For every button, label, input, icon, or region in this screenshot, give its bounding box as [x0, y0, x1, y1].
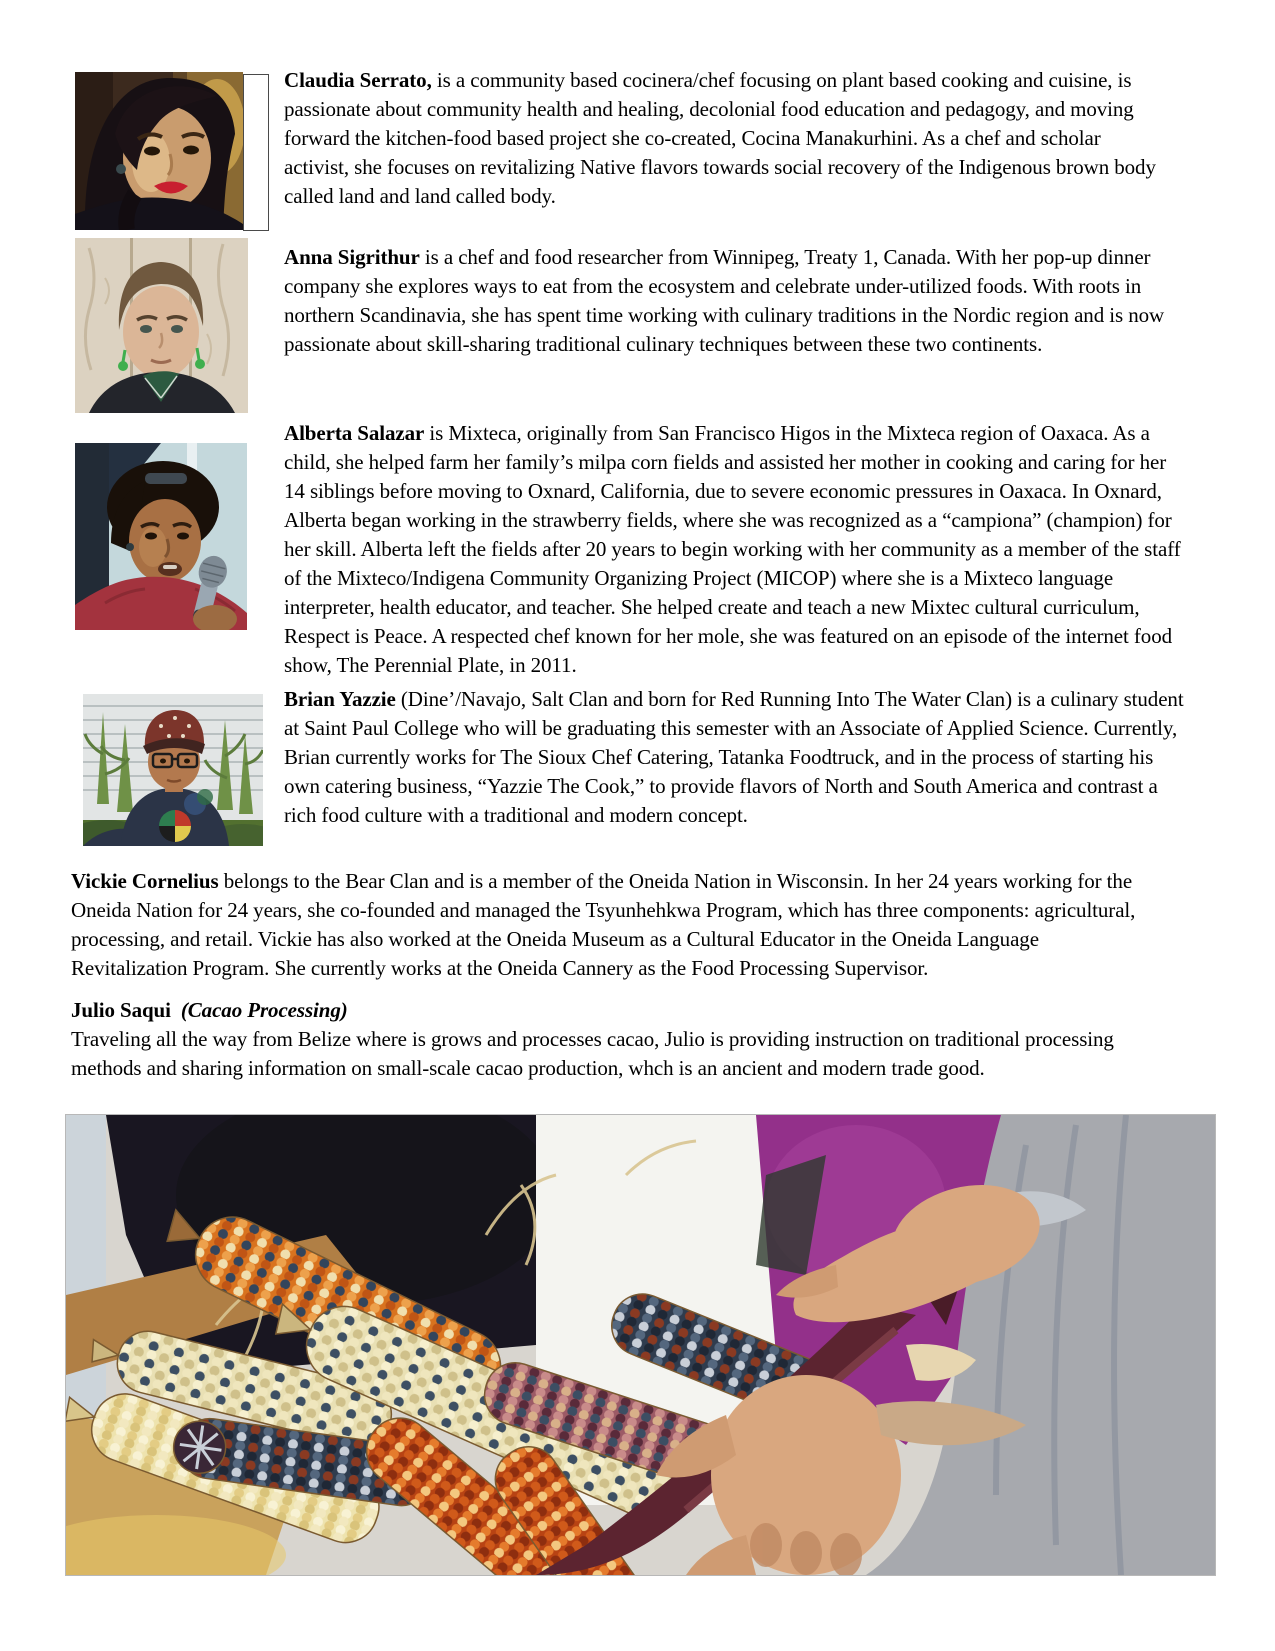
bio-julio-saqui-text [71, 1025, 1171, 1083]
bio-text: Traveling all the way from Belize where is grows and processes cacao, Julio is providing instruction on traditional processing methods and sharing information on small-scale cacao production, whch is an ancient and modern trade good. [71, 1027, 1114, 1080]
bio-name: Julio Saqui [71, 998, 171, 1022]
bio-text: belongs to the Bear Clan and is a member of the Oneida Nation in Wisconsin. In her 24 years working for the Oneida Nation for 24 years, she co-founded and managed the Tsyunhehkwa Program, which has three components: agricultural, processing, and retail. Vickie has also worked at the Oneida Museum as a Cultural Educator in the Oneida Language Revitalization Program. She currently works at the Oneida Cannery as the Food Processing Supervisor. [71, 869, 1136, 980]
bio-alberta-salazar [284, 419, 1186, 680]
bio-brian-yazzie [284, 685, 1190, 830]
bio-text: is Mixteca, originally from San Francisco Higos in the Mixteca region of Oaxaca. As a child, she helped farm her family’s milpa corn fields and assisted her mother in cooking and caring for her 14 siblings before moving to Oxnard, California, due to severe economic pressures in Oaxaca. In Oxnard, Alberta began working in the strawberry fields, where she was recognized as a “campiona” (champion) for her skill. Alberta left the fields after 20 years to begin working with her community as a member of the staff of the Mixteco/Indigena Community Organizing Project (MICOP) where she is a Mixteco language interpreter, health educator, and teacher. She helped create and teach a new Mixtec cultural curriculum, Respect is Peace. A respected chef known for her mole, she was featured on an episode of the internet food show, The Perennial Plate, in 2011. [284, 421, 1181, 677]
anna-sigrithur-photo [75, 238, 248, 413]
bio-claudia-serrato [284, 66, 1168, 211]
bio-vickie-cornelius [71, 867, 1156, 983]
alberta-salazar-photo [75, 443, 247, 630]
bio-name: Anna Sigrithur [284, 245, 420, 269]
bio-name: Claudia Serrato, [284, 68, 432, 92]
claudia-serrato-photo [75, 72, 243, 230]
bio-name: Alberta Salazar [284, 421, 425, 445]
corn-shelling-photo [66, 1115, 1215, 1575]
brian-yazzie-photo [83, 694, 263, 846]
bio-name: Brian Yazzie [284, 687, 396, 711]
bio-julio-saqui-heading [71, 996, 1171, 1025]
bio-text: is a chef and food researcher from Winnipeg, Treaty 1, Canada. With her pop-up dinner company she explores ways to eat from the ecosystem and celebrate under-utilized foods. With roots in northern Scandinavia, she has spent time working with culinary traditions in the Nordic region and is now passionate about skill-sharing traditional culinary techniques between these two continents. [284, 245, 1165, 356]
bio-text: is a community based cocinera/chef focusing on plant based cooking and cuisine, is passionate about community health and healing, decolonial food education and pedagogy, and moving forward the kitchen-food based project she co-created, Cocina Manakurhini. As a chef and scholar activist, she focuses on revitalizing Native flavors towards social recovery of the Indigenous brown body called land and land called body. [284, 68, 1156, 208]
bio-anna-sigrithur [284, 243, 1184, 359]
bio-text: (Dine’/Navajo, Salt Clan and born for Red Running Into The Water Clan) is a culinary student at Saint Paul College who will be graduating this semester with an Associate of Applied Science. Currently, Brian currently works for The Sioux Chef Catering, Tatanka Foodtruck, and in the process of starting his own catering business, “Yazzie The Cook,” to provide flavors of North and South America and contrast a rich food culture with a traditional and modern concept. [284, 687, 1184, 827]
bio-qualifier: (Cacao Processing) [180, 998, 348, 1022]
bio-name: Vickie Cornelius [71, 869, 219, 893]
photo-side-frame [243, 74, 269, 231]
